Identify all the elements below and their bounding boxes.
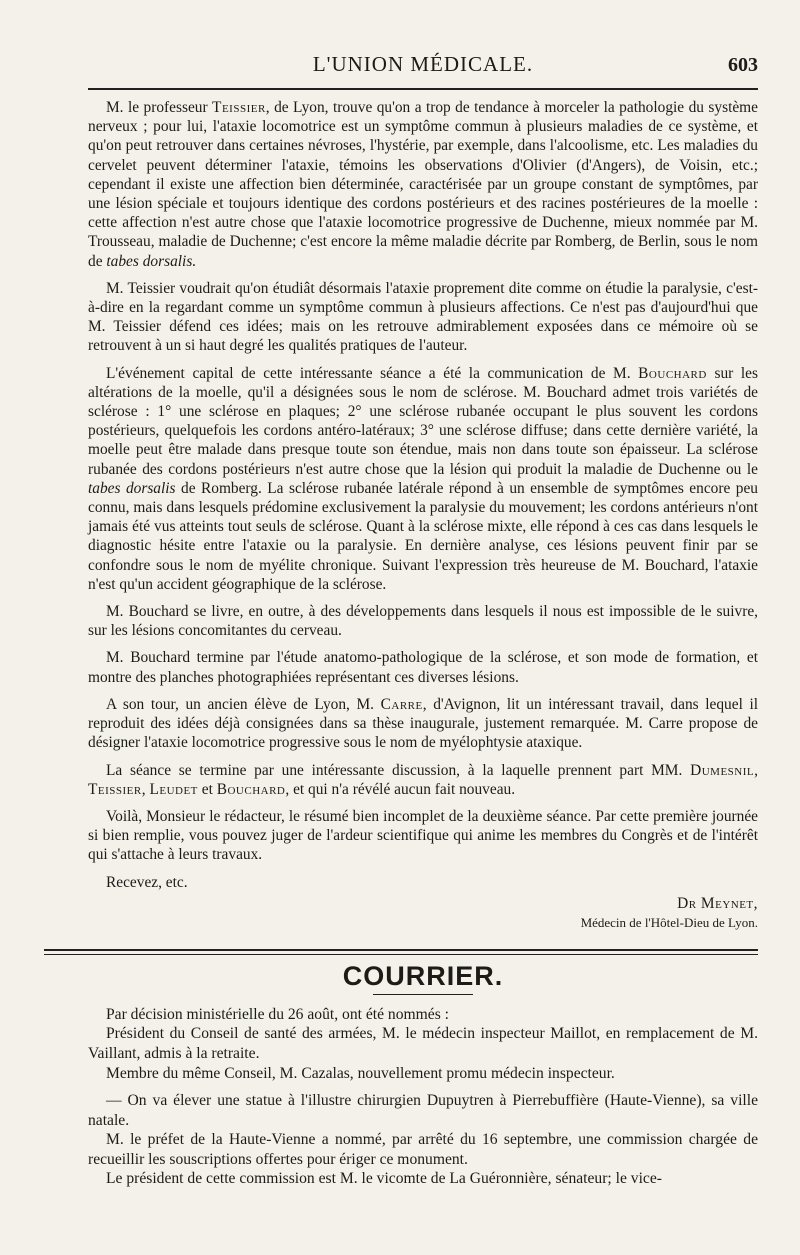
- paragraph-conclusion: Voilà, Monsieur le rédacteur, le résumé bien incomplet de la deuxième séance. Par cette première journée si bien remplie, vous pouvez juger de l'ardeur scientifique qui anime les membres du Congrès et de l'intérêt qui s'attache à leurs travaux.: [88, 807, 758, 864]
- paragraph-teissier: [88, 98, 758, 271]
- article-body: [88, 98, 758, 931]
- latin-term: tabes dorsalis: [88, 479, 176, 497]
- header-rule: [88, 88, 758, 90]
- courrier-paragraph: Membre du même Conseil, M. Cazalas, nouvellement promu médecin inspecteur.: [106, 1064, 615, 1082]
- author-name: Bouchard: [638, 364, 707, 382]
- text-run: , et qui n'a révélé aucun fait nouveau.: [285, 780, 516, 798]
- closing-formula: Recevez, etc.: [106, 873, 188, 891]
- text-run: A son tour, un ancien élève de Lyon, M.: [106, 695, 381, 713]
- paragraph-bouchard-etude: M. Bouchard termine par l'étude anatomo-pathologique de la sclérose, et son mode de formation, et montre des planches photographiées représentant ces diverses lésions.: [88, 649, 758, 686]
- section-divider: [44, 949, 758, 955]
- text-run: ,: [141, 780, 150, 798]
- author-name: Teissier: [212, 99, 266, 116]
- running-head: [88, 52, 758, 82]
- text-run: ,: [754, 761, 758, 779]
- author-name: Teissier: [88, 780, 142, 798]
- text-run: M. le professeur: [106, 99, 213, 116]
- courrier-paragraph: Président du Conseil de santé des armées, M. le médecin inspecteur Maillot, en remplacement de M. Vaillant, admis à la retraite.: [88, 1025, 758, 1062]
- signature-role: Médecin de l'Hôtel-Dieu de Lyon.: [580, 914, 758, 930]
- section-heading: COURRIER.: [342, 960, 504, 991]
- courrier-paragraph: Par décision ministérielle du 26 août, ont été nommés :: [106, 1005, 449, 1023]
- paragraph-teissier-ataxie: M. Teissier voudrait qu'on étudiât désormais l'ataxie proprement dite comme on étudie la paralysie, c'est-à-dire en la regardant comme un symptôme commun à plusieurs affections. Ce n'est pas d'aujourd'hui que M. Teissier défend ces idées; mais on les retrouve admirablement exposées dans ce mémoire où se retrouvent à un si haut degré les qualités pratiques de l'auteur.: [88, 279, 758, 355]
- text-run: La séance se termine par une intéressante discussion, à la laquelle prennent part MM.: [106, 761, 691, 779]
- text-run: et: [197, 780, 217, 798]
- text-run: de Romberg. La sclérose rubanée latérale répond à un ensemble de symptômes encore peu connu, mais dans lesquels prédomine exclusivement la paralysie du mouvement; les cordons antérieurs n'ont jamais été vus atteints tout seuls de sclérose. Quant à la sclérose mixte, elle répond à ces cas dans lesquels le diagnostic hésite entre l'ataxie ou la paralysie. En dernière analyse, ces lésions peuvent finir par se confondre sous le nom de myélite chronique. Suivant l'expression très heureuse de M. Bouchard, l'ataxie n'est qu'un accident géographique de la sclérose.: [88, 479, 758, 593]
- text-run: , de Lyon, trouve qu'on a trop de tendance à morceler la pathologie du système nerveux ; pour lui, l'ataxie locomotrice est un symptôme commun à plusieurs maladies de ce système, et qu'on peut retrouver dans certaines névroses, l'hystérie, par exemple, dans l'alcoolisme, etc. Les maladies du cervelet peuvent déterminer l'ataxie, témoins les observations d'Olivier (d'Angers), de Voisin, etc.; cependant il existe une affection bien déterminée, caractérisée par un groupe constant de symptômes, par une lésion spéciale et toujours identique des cordons postérieurs et des racines postérieures de la moelle : cette affection n'est autre chose que l'ataxie locomotrice progressive de Duchenne, mieux nommée par M. Trousseau, maladie de Duchenne; c'est encore la même maladie décrite par Romberg, de Berlin, sous le nom de: [88, 99, 758, 270]
- author-name: Leudet: [149, 780, 198, 798]
- signature-name: Dr Meynet,: [677, 894, 758, 912]
- heading-underline: [373, 994, 473, 995]
- courrier-section: [88, 961, 758, 1189]
- paragraph-bouchard: [88, 364, 758, 594]
- text-run: , d'Avignon, lit un intéressant travail, dans lequel il reproduit des idées déjà consignées dans sa thèse inaugurale, justement remarquée. M. Carre propose de désigner l'ataxie locomotrice progressive sous le nom de myélophtysie ataxique.: [88, 695, 759, 752]
- courrier-paragraph: Le président de cette commission est M. le vicomte de La Guéronnière, sénateur; le vice-: [106, 1170, 662, 1188]
- courrier-paragraph: M. le préfet de la Haute-Vienne a nommé, par arrêté du 16 septembre, une commission chargée de recueillir les souscriptions offertes pour ériger ce monument.: [88, 1131, 758, 1168]
- page-number: 603: [728, 54, 758, 76]
- courrier-paragraph: — On va élever une statue à l'illustre chirurgien Dupuytren à Pierrebuffière (Haute-Vienne), sa ville natale.: [88, 1092, 758, 1129]
- text-run: sur les altérations de la moelle, qu'il a désignées sous le nom de sclérose. M. Bouchard admet trois variétés de sclérose : 1° une sclérose en plaques; 2° une sclérose rubanée occupant le plus souvent les cordons postérieurs, quelquefois les cordons antéro-latéraux; 3° une sclérose diffuse; dans cette dernière variété, la moelle peut être malade dans presque toute son étendue, mais non dans toute son épaisseur. La sclérose rubanée des cordons postérieurs n'est autre chose que la lésion qui produit la maladie de Duchenne ou le: [88, 364, 758, 478]
- paragraph-discussion: [88, 761, 758, 799]
- author-name: Carre: [380, 695, 423, 713]
- author-name: Bouchard: [216, 780, 286, 798]
- journal-title: L'UNION MÉDICALE.: [312, 52, 534, 76]
- paragraph-bouchard-cerveau: M. Bouchard se livre, en outre, à des développements dans lesquels il nous est impossible de le suivre, sur les lésions concomitantes du cerveau.: [88, 603, 758, 640]
- author-name: Dumesnil: [690, 761, 755, 779]
- text-run: L'événement capital de cette intéressante séance a été la communication de M.: [106, 364, 639, 382]
- paragraph-carre: [88, 695, 758, 753]
- latin-term: tabes dorsalis.: [106, 252, 197, 270]
